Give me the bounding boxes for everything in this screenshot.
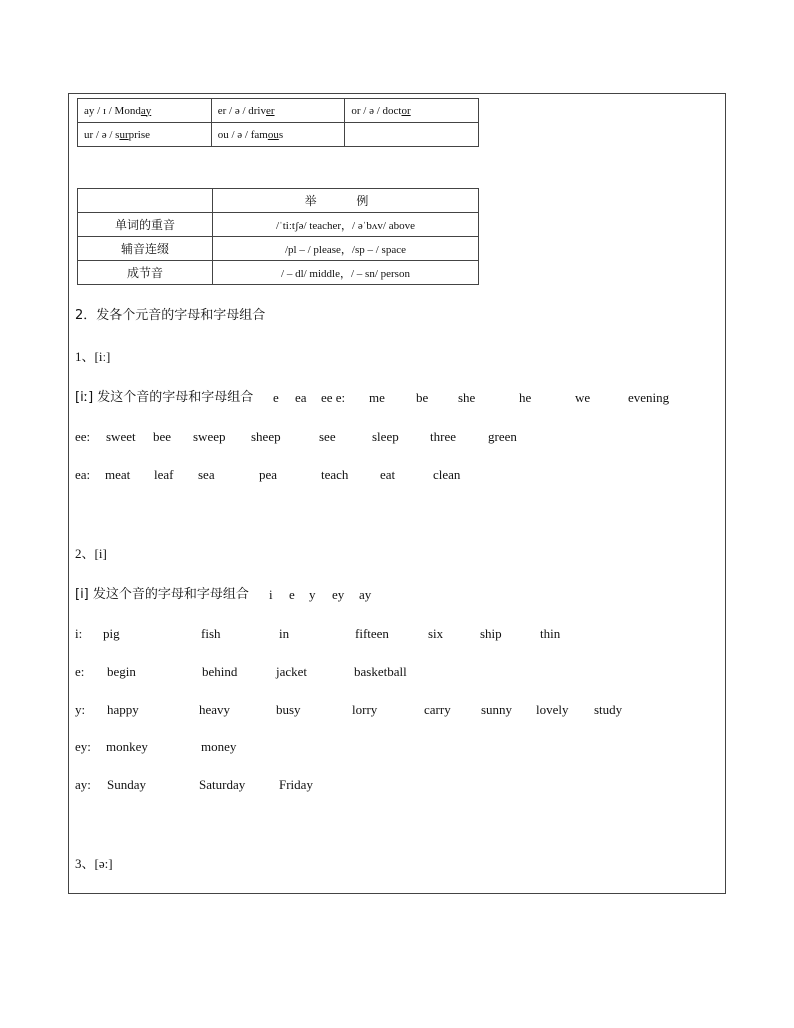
word: see — [319, 429, 336, 444]
word-label: ee: — [75, 429, 91, 444]
row-label: 辅音连缀 — [78, 237, 213, 261]
word: pea — [259, 467, 278, 482]
letter: ay — [359, 587, 372, 602]
word: green — [488, 429, 517, 444]
table-cell: or / ə / doctor — [345, 99, 479, 123]
word: lorry — [352, 702, 378, 717]
word: she — [458, 390, 476, 405]
table-row — [78, 99, 479, 123]
word: three — [430, 429, 456, 444]
table-cell: ur / ə / surprise — [78, 123, 212, 147]
word: thin — [540, 626, 561, 641]
word: sweep — [193, 429, 226, 444]
table-row — [78, 261, 479, 285]
table-cell — [78, 189, 213, 213]
word: carry — [424, 702, 451, 717]
table-cell: er / ə / driver — [211, 99, 345, 123]
word: we — [575, 390, 591, 405]
letter: ee e: — [321, 390, 346, 405]
letter: ea — [295, 390, 307, 405]
word-label: ey: — [75, 739, 91, 754]
word: lovely — [536, 702, 569, 717]
word: happy — [107, 702, 139, 717]
word: teach — [321, 467, 349, 482]
word: ship — [480, 626, 502, 641]
pronunciation-examples-table — [77, 188, 479, 285]
letter: y — [309, 587, 316, 602]
row-label: 单词的重音 — [78, 213, 213, 237]
word: sea — [198, 467, 215, 482]
s1-intro-text: [iː] 发这个音的字母和字母组合 — [75, 390, 254, 405]
table-row — [78, 213, 479, 237]
word: Saturday — [199, 777, 246, 792]
word: fifteen — [355, 626, 389, 641]
ea-line — [75, 466, 715, 484]
letter: i — [269, 587, 273, 602]
s2-intro-line — [75, 586, 715, 604]
word: sheep — [251, 429, 281, 444]
word: he — [519, 390, 532, 405]
section-title: 2．发各个元音的字母和字母组合 — [75, 308, 266, 323]
s3-heading: 3、[ə:] — [75, 856, 113, 871]
word: fish — [201, 626, 221, 641]
word: sunny — [481, 702, 513, 717]
letter: e — [273, 390, 279, 405]
word: leaf — [154, 467, 174, 482]
word-label: ay: — [75, 777, 91, 792]
word: Sunday — [107, 777, 146, 792]
s1-intro-line — [75, 389, 715, 407]
word-label: ea: — [75, 467, 91, 482]
row-example: /pl – / please，/sp – / space — [213, 237, 479, 261]
table-cell: ou / ə / famous — [211, 123, 345, 147]
s1-heading: 1、[iː] — [75, 349, 111, 364]
word: six — [428, 626, 444, 641]
ey-line — [75, 738, 715, 756]
word: me — [369, 390, 385, 405]
word: eat — [380, 467, 396, 482]
word: in — [279, 626, 290, 641]
e-line — [75, 663, 715, 681]
word: clean — [433, 467, 461, 482]
table-cell: ay / ɪ / Monday — [78, 99, 212, 123]
word: basketball — [354, 664, 407, 679]
s2-intro-text: [i] 发这个音的字母和字母组合 — [75, 587, 249, 602]
table-header: 举 例 — [213, 189, 479, 213]
word-label: y: — [75, 702, 86, 717]
word: begin — [107, 664, 136, 679]
row-label: 成节音 — [78, 261, 213, 285]
i-line — [75, 625, 715, 643]
s2-heading: 2、[i] — [75, 546, 107, 561]
word: monkey — [106, 739, 148, 754]
table-row — [78, 237, 479, 261]
word: heavy — [199, 702, 231, 717]
word: pig — [103, 626, 120, 641]
ee-line — [75, 428, 715, 446]
word-label: e: — [75, 664, 85, 679]
word: bee — [153, 429, 172, 444]
word-label: i: — [75, 626, 83, 641]
letter: e — [289, 587, 295, 602]
word: sweet — [106, 429, 136, 444]
word: be — [416, 390, 429, 405]
word: meat — [105, 467, 131, 482]
word: sleep — [372, 429, 399, 444]
y-line — [75, 701, 715, 719]
table-row — [78, 123, 479, 147]
letter: ey — [332, 587, 345, 602]
word: money — [201, 739, 237, 754]
word: busy — [276, 702, 301, 717]
word: Friday — [279, 777, 313, 792]
phonics-table-top — [77, 98, 479, 147]
row-example: / – dl/ middle，/ – sn/ person — [213, 261, 479, 285]
table-cell — [345, 123, 479, 147]
ay-line — [75, 776, 715, 794]
table-header-row — [78, 189, 479, 213]
word: jacket — [276, 664, 308, 679]
word: evening — [628, 390, 670, 405]
row-example: /ˈtiːtʃə/ teacher，/ əˈbʌv/ above — [213, 213, 479, 237]
word: study — [594, 702, 623, 717]
word: behind — [202, 664, 238, 679]
